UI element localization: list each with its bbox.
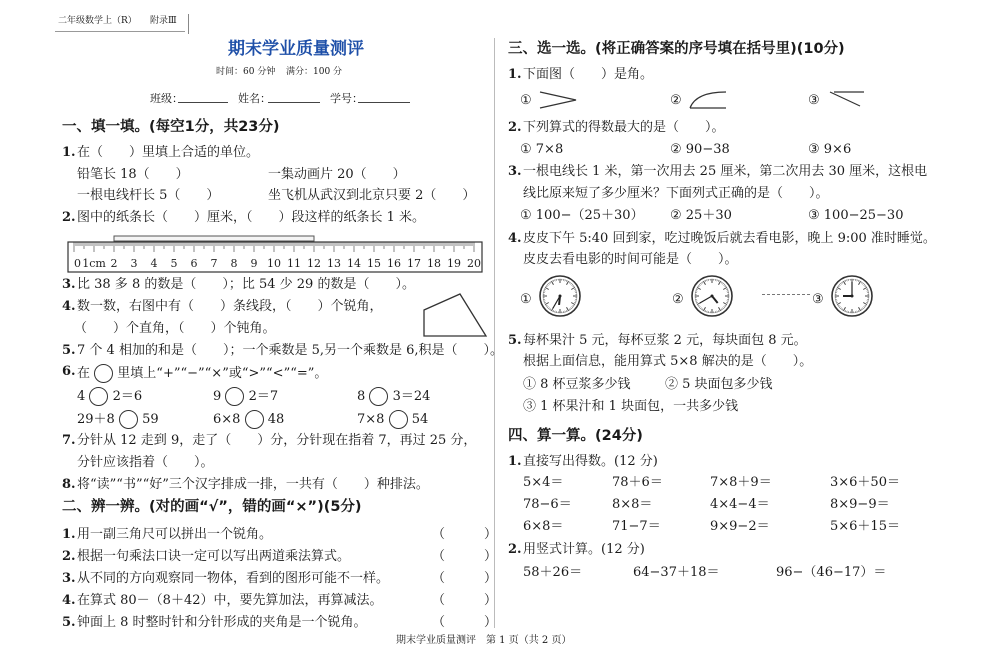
ruler-label: 7 — [210, 257, 218, 270]
ruler-label: 11 — [287, 257, 301, 270]
ruler-label: 16 — [387, 257, 401, 270]
q4-line2: （ ）个直角，（ ）个钝角。 — [74, 321, 276, 336]
s4-q1-text: 直接写出得数。(12 分) — [523, 454, 658, 469]
s3-q3-opt3: ③ 100−25−30 — [808, 208, 904, 223]
s3-q5-opt1: ① 8 杯豆浆多少钱 — [523, 377, 631, 392]
clock-center — [711, 295, 714, 298]
page-title: 期末学业质量测评 — [228, 39, 364, 59]
calc-item: 3×6＋50＝ — [830, 475, 900, 490]
time-label: 时间：60 分钟 — [216, 67, 276, 77]
class-label: 班级： — [150, 92, 183, 105]
judge-answer-3[interactable]: （ ） — [432, 571, 498, 586]
ruler-label: 4 — [150, 257, 158, 270]
q1-text: 在（ ）里填上合适的单位。 — [77, 145, 260, 160]
s2-item-2-number: 2. — [62, 549, 76, 564]
judge-answer-5[interactable]: （ ） — [432, 615, 498, 630]
s4-q1-number: 1. — [508, 454, 522, 469]
q1-number: 1. — [62, 145, 76, 160]
s3-q1-number: 1. — [508, 67, 522, 82]
ruler-label: 18 — [427, 257, 441, 270]
ruler-label: 8 — [230, 257, 238, 270]
clock-icon-1 — [538, 274, 582, 318]
calc-item: 5×4＝ — [523, 475, 564, 490]
s3-q2-opt3: ③ 9×6 — [808, 142, 852, 157]
vertical-calc-item: 58＋26＝ — [523, 565, 583, 580]
s3-q3-line1: 一根电线长 1 米，第一次用去 25 厘米，第二次用去 30 厘米，这根电 — [523, 164, 928, 179]
calc-item: 9×9−2＝ — [710, 519, 770, 534]
s3-q1-opt3: ③ — [808, 93, 820, 108]
dashed-line — [762, 294, 810, 295]
vertical-calc-item: 64−37＋18＝ — [633, 565, 720, 580]
curve-figure-2 — [688, 88, 730, 112]
ruler-figure — [66, 234, 486, 274]
q6-item-6: 7×8 54 — [357, 412, 429, 427]
s3-q4-opt1: ① — [520, 292, 532, 307]
s3-q4-number: 4. — [508, 231, 522, 246]
q1-c: 一根电线杆长 5（ ） — [77, 188, 220, 203]
judge-answer-4[interactable]: （ ） — [432, 593, 498, 608]
answer-circle[interactable] — [225, 387, 244, 406]
header-rule — [55, 31, 185, 32]
id-label: 学号： — [330, 92, 363, 105]
q6-item-5: 6×8 48 — [213, 412, 285, 427]
q6-item-1: 4 2＝6 — [77, 389, 143, 404]
id-field[interactable] — [358, 102, 410, 103]
calc-item: 7×8＋9＝ — [710, 475, 772, 490]
ruler-label: 20 — [467, 257, 481, 270]
trapezoid-figure — [420, 292, 490, 342]
name-field[interactable] — [268, 102, 320, 103]
s3-q5-opt3: ③ 1 杯果汁和 1 块面包，一共多少钱 — [523, 399, 739, 414]
s2-item-3-number: 3. — [62, 571, 76, 586]
name-label: 姓名： — [238, 92, 271, 105]
ruler-label: 2 — [110, 257, 118, 270]
vertical-calc-item: 96−（46−17）＝ — [776, 565, 887, 580]
s3-q4-line2: 皮皮去看电影的时间可能是（ ）。 — [523, 252, 738, 267]
q4-line1: 数一数，右图中有（ ）条线段，（ ）个锐角， — [77, 299, 383, 314]
q1-b: 一集动画片 20（ ） — [268, 167, 406, 182]
s4-q2-number: 2. — [508, 542, 522, 557]
s3-q3-opt1: ① 100−（25＋30） — [520, 208, 644, 223]
ruler-label: 9 — [250, 257, 258, 270]
q2-text: 图中的纸条长（ ）厘米，（ ）段这样的纸条长 1 米。 — [77, 210, 426, 225]
s3-q5-line1: 每杯果汁 5 元，每杯豆浆 2 元，每块面包 8 元。 — [523, 333, 807, 348]
s2-item-3-text: 从不同的方向观察同一物体，看到的图形可能不一样。 — [77, 571, 390, 586]
ruler-label: 19 — [447, 257, 461, 270]
clock-icon-2 — [690, 274, 734, 318]
s2-item-2-text: 根据一句乘法口诀一定可以写出两道乘法算式。 — [77, 549, 351, 564]
answer-circle[interactable] — [119, 410, 138, 429]
s3-q3-line2: 线比原来短了多少厘米？下面列式正确的是（ ）。 — [523, 186, 829, 201]
q6-item-2: 9 2＝7 — [213, 389, 279, 404]
calc-item: 8×8＝ — [612, 497, 653, 512]
section3-title: 三、选一选。(将正确答案的序号填在括号里)(10分) — [508, 41, 845, 57]
clock-center — [559, 295, 562, 298]
q6-item-4: 29＋8 59 — [77, 412, 159, 427]
ruler-label: 10 — [267, 257, 281, 270]
s3-q3-opt2: ② 25＋30 — [670, 208, 732, 223]
ruler-label: 5 — [170, 257, 178, 270]
q6-instruction — [77, 364, 327, 383]
q6-item-3: 8 3＝24 — [357, 389, 431, 404]
judge-answer-2[interactable]: （ ） — [432, 549, 498, 564]
calc-item: 71−7＝ — [612, 519, 661, 534]
lines-figure-3 — [826, 88, 868, 112]
q8-text: 将“读”“书”“好”三个汉字排成一排，一共有（ ）种排法。 — [77, 477, 429, 492]
ruler-label: 12 — [307, 257, 321, 270]
q3-text: 比 38 多 8 的数是（ ）；比 54 少 29 的数是（ ）。 — [77, 277, 415, 292]
s3-q4-opt2: ② — [672, 292, 684, 307]
calc-item: 78＋6＝ — [612, 475, 663, 490]
q6-post: 里填上“+”“−”“×”或“>”“<”“=”。 — [117, 366, 328, 381]
s2-item-1-text: 用一副三角尺可以拼出一个锐角。 — [77, 527, 273, 542]
q4-number: 4. — [62, 299, 76, 314]
ruler-label: 13 — [327, 257, 341, 270]
section1-title: 一、填一填。(每空1分，共23分) — [62, 119, 280, 135]
s3-q1-opt2: ② — [670, 93, 682, 108]
q6-pre: 在 — [77, 366, 91, 381]
ruler-label: 6 — [190, 257, 198, 270]
answer-circle[interactable] — [89, 387, 108, 406]
answer-circle[interactable] — [369, 387, 388, 406]
s2-item-5-text: 钟面上 8 时整时针和分针形成的夹角是一个锐角。 — [77, 615, 367, 630]
full-score-label: 满分：100 分 — [286, 67, 343, 77]
ruler-label: 3 — [130, 257, 138, 270]
angle-figure-1 — [538, 88, 580, 112]
s2-item-4-number: 4. — [62, 593, 76, 608]
clock-center — [851, 295, 854, 298]
judge-answer-1[interactable]: （ ） — [432, 527, 498, 542]
s3-q2-opt1: ① 7×8 — [520, 142, 564, 157]
q7-number: 7. — [62, 433, 76, 448]
s3-q4-opt3: ③ — [812, 292, 824, 307]
calc-item: 78−6＝ — [523, 497, 572, 512]
s3-q3-number: 3. — [508, 164, 522, 179]
answer-circle[interactable] — [389, 410, 408, 429]
s3-q5-number: 5. — [508, 333, 522, 348]
q6-number: 6. — [62, 364, 76, 379]
ruler-label: 15 — [367, 257, 381, 270]
calc-item: 6×8＝ — [523, 519, 564, 534]
s3-q2-text: 下列算式的得数最大的是（ ）。 — [523, 120, 725, 135]
q1-a: 铅笔长 18（ ） — [77, 167, 189, 182]
q8-number: 8. — [62, 477, 76, 492]
s4-q2-text: 用竖式计算。(12 分) — [523, 542, 645, 557]
ruler-label: 14 — [347, 257, 361, 270]
q1-d: 坐飞机从武汉到北京只要 2（ ） — [268, 188, 476, 203]
answer-circle — [94, 364, 113, 383]
section2-title: 二、辨一辨。(对的画“√”，错的画“×”)(5分) — [62, 499, 362, 515]
s3-q5-opt2: ② 5 块面包多少钱 — [665, 377, 773, 392]
q7-line2: 分针应该指着（ ）。 — [77, 455, 214, 470]
ruler-label: 0 — [74, 257, 81, 270]
s3-q5-line2: 根据上面信息，能用算式 5×8 解决的是（ ）。 — [523, 354, 813, 369]
clock-icon-3 — [830, 274, 874, 318]
s3-q4-line1: 皮皮下午 5:40 回到家，吃过晚饭后就去看电影，晚上 9:00 准时睡觉。 — [523, 231, 936, 246]
q5-text: 7 个 4 相加的和是（ ）；一个乘数是 5,另一个乘数是 6,积是（ ）。 — [77, 343, 504, 358]
s3-q2-number: 2. — [508, 120, 522, 135]
page-footer: 期末学业质量测评 第 1 页（共 2 页） — [396, 635, 572, 646]
s2-item-1-number: 1. — [62, 527, 76, 542]
calc-item: 8×9−9＝ — [830, 497, 890, 512]
book-label: 二年级数学上（R） — [58, 16, 137, 26]
appendix-label: 附录Ⅲ — [150, 16, 177, 26]
header-divider — [188, 14, 189, 34]
s3-q1-opt1: ① — [520, 93, 532, 108]
s2-item-5-number: 5. — [62, 615, 76, 630]
q3-number: 3. — [62, 277, 76, 292]
class-field[interactable] — [178, 102, 228, 103]
s3-q2-opt2: ② 90−38 — [670, 142, 730, 157]
s2-item-4-text: 在算式 80－（8＋42）中，要先算加法，再算减法。 — [77, 593, 383, 608]
answer-circle[interactable] — [245, 410, 264, 429]
q2-number: 2. — [62, 210, 76, 225]
q5-number: 5. — [62, 343, 76, 358]
calc-item: 4×4−4＝ — [710, 497, 770, 512]
s3-q1-text: 下面图（ ）是角。 — [523, 67, 654, 82]
q7-line1: 分针从 12 走到 9，走了（ ）分，分针现在指着 7，再过 25 分， — [77, 433, 477, 448]
ruler-label: 1cm — [82, 257, 106, 270]
paper-strip — [114, 236, 314, 241]
ruler-label: 17 — [407, 257, 421, 270]
calc-item: 5×6＋15＝ — [830, 519, 900, 534]
section4-title: 四、算一算。(24分) — [508, 428, 643, 444]
